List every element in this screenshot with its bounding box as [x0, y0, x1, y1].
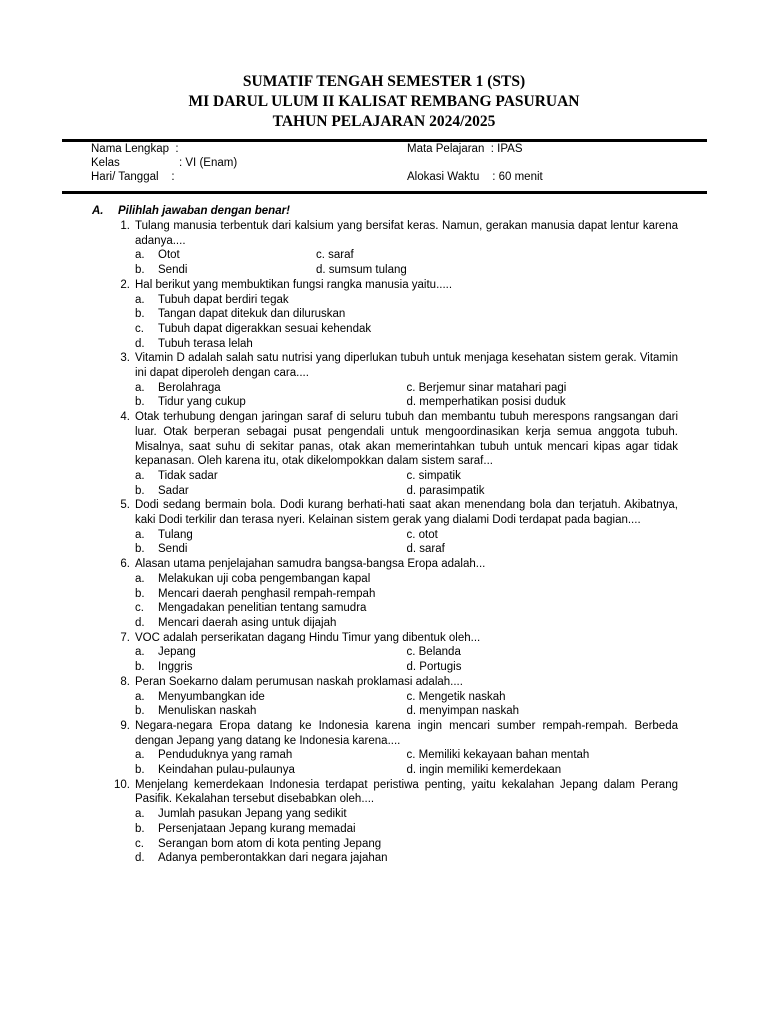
option-text: Tidak sadar — [158, 469, 218, 482]
option-text: d. ingin memiliki kemerdekaan — [406, 764, 562, 777]
option-text: Sendi — [158, 543, 188, 556]
answer-option — [407, 748, 679, 763]
option-text: d. memperhatikan posisi duduk — [406, 396, 566, 409]
question-text: Hal berikut yang membuktikan fungsi rangka manusia yaitu..... — [135, 278, 453, 291]
option-letter: c. — [135, 322, 144, 335]
exam-title: SUMATIF TENGAH SEMESTER 1 (STS) — [242, 73, 526, 90]
option-letter: b. — [135, 822, 145, 835]
section-instruction: Pilihlah jawaban dengan benar! — [118, 205, 290, 217]
option-text: Tubuh dapat berdiri tegak — [158, 293, 289, 306]
question-number: 5. — [120, 499, 130, 512]
option-letter: b. — [135, 484, 145, 497]
option-letter: a. — [135, 690, 145, 703]
answer-option — [135, 587, 678, 602]
answer-options — [135, 572, 678, 631]
answer-option — [407, 395, 679, 410]
option-text: Tangan dapat ditekuk dan diluruskan — [158, 308, 346, 321]
option-text: Keindahan pulau-pulaunya — [158, 764, 295, 777]
option-text: Serangan bom atom di kota penting Jepang — [158, 837, 382, 850]
option-text: Sadar — [158, 484, 189, 497]
answer-option — [135, 528, 407, 543]
question-item — [112, 631, 678, 675]
answer-option — [407, 704, 679, 719]
option-letter: a. — [135, 469, 145, 482]
answer-option — [407, 381, 679, 396]
question-number: 4. — [120, 411, 130, 424]
answer-option — [135, 337, 678, 352]
academic-year: TAHUN PELAJARAN 2024/2025 — [272, 113, 496, 130]
question-list — [112, 219, 678, 866]
answer-options — [135, 807, 678, 866]
answer-options — [135, 248, 678, 277]
answer-options — [135, 528, 678, 557]
header-divider-bottom — [62, 191, 707, 194]
option-letter: a. — [135, 808, 145, 821]
section-letter: A. — [92, 205, 104, 217]
section-heading — [92, 205, 290, 217]
answer-option — [135, 822, 678, 837]
answer-option — [135, 248, 316, 263]
answer-option — [316, 263, 678, 278]
option-letter: a. — [135, 646, 145, 659]
answer-option — [407, 528, 679, 543]
answer-option — [407, 469, 679, 484]
question-text: VOC adalah perserikatan dagang Hindu Timur yang dibentuk oleh... — [135, 631, 481, 644]
option-letter: c. — [135, 602, 144, 615]
name-label: Nama Lengkap : — [91, 143, 179, 155]
option-letter: d. — [135, 616, 145, 629]
class-label: Kelas — [91, 157, 120, 169]
question-number: 6. — [120, 558, 130, 571]
option-letter: a. — [135, 381, 145, 394]
option-letter: b. — [135, 587, 145, 600]
answer-option — [316, 248, 678, 263]
option-text: c. Memiliki kekayaan bahan mentah — [406, 749, 590, 762]
option-text: Otot — [158, 249, 180, 262]
option-letter: a. — [135, 572, 145, 585]
option-text: Tidur yang cukup — [158, 396, 246, 409]
question-text: Menjelang kemerdekaan Indonesia terdapat peristiwa penting, yaitu kekalahan Jepang dalam Perang Pasifik. Kekalahan tersebut disebabkan oleh.... — [135, 778, 678, 806]
option-text: c. simpatik — [406, 469, 461, 482]
answer-option — [135, 704, 407, 719]
day-date-label: Hari/ Tanggal : — [91, 171, 175, 183]
question-text: Vitamin D adalah salah satu nutrisi yang diperlukan tubuh untuk menjaga kesehatan sistem gerak. Vitamin ini dapat diperoleh dengan cara.... — [135, 352, 678, 380]
answer-option — [135, 381, 407, 396]
answer-option — [407, 542, 679, 557]
option-letter: a. — [135, 749, 145, 762]
question-item — [112, 278, 678, 352]
option-text: Persenjataan Jepang kurang memadai — [158, 822, 356, 835]
option-text: Mencari daerah asing untuk dijajah — [158, 616, 337, 629]
class-value: : VI (Enam) — [179, 157, 238, 169]
option-text: c. Mengetik naskah — [406, 690, 506, 703]
question-number: 7. — [120, 631, 130, 644]
option-text: Jumlah pasukan Jepang yang sedikit — [158, 808, 347, 821]
option-letter: b. — [135, 661, 145, 674]
option-letter: d. — [135, 337, 145, 350]
question-text: Dodi sedang bermain bola. Dodi kurang berhati-hati saat akan menendang bola dan terjatuh. Akibatnya, kaki Dodi terkilir dan terasa nyeri. Kelainan sistem gerak yang dialami Dodi terdapat pada bagian.... — [135, 499, 678, 527]
answer-option — [135, 293, 678, 308]
answer-options — [135, 381, 678, 410]
answer-option — [407, 660, 679, 675]
question-number: 8. — [120, 675, 130, 688]
option-text: Jepang — [158, 646, 196, 659]
option-letter: a. — [135, 293, 145, 306]
question-item — [112, 675, 678, 719]
question-number: 2. — [120, 278, 130, 291]
option-text: Mencari daerah penghasil rempah-rempah — [158, 587, 376, 600]
question-text: Alasan utama penjelajahan samudra bangsa-bangsa Eropa adalah... — [135, 558, 486, 571]
option-letter: b. — [135, 396, 145, 409]
answer-option — [135, 763, 407, 778]
option-text: d. Portugis — [406, 661, 462, 674]
question-text: Negara-negara Eropa datang ke Indonesia karena ingin mencari sumber rempah-rempah. Berbeda dengan Jepang yang datang ke Indonesia karena.... — [135, 719, 678, 747]
answer-option — [135, 690, 407, 705]
option-letter: b. — [135, 264, 145, 277]
answer-option — [407, 484, 679, 499]
question-item — [112, 557, 678, 631]
question-item — [112, 410, 678, 498]
answer-option — [135, 748, 407, 763]
header-divider-top — [62, 139, 707, 142]
option-text: c. Belanda — [406, 646, 461, 659]
answer-option — [135, 660, 407, 675]
option-text: d. parasimpatik — [406, 484, 485, 497]
option-text: Tubuh dapat digerakkan sesuai kehendak — [158, 322, 372, 335]
answer-options — [135, 293, 678, 352]
answer-option — [135, 807, 678, 822]
option-text: Inggris — [158, 661, 193, 674]
answer-option — [135, 645, 407, 660]
answer-option — [135, 542, 407, 557]
subject-info: Mata Pelajaran : IPAS — [407, 143, 523, 155]
option-letter: b. — [135, 308, 145, 321]
option-text: Tubuh terasa lelah — [158, 337, 253, 350]
time-allocation: Alokasi Waktu : 60 menit — [407, 171, 543, 183]
answer-option — [135, 469, 407, 484]
option-text: Mengadakan penelitian tentang samudra — [158, 602, 367, 615]
question-number: 3. — [120, 352, 130, 365]
answer-option — [135, 307, 678, 322]
answer-option — [135, 601, 678, 616]
answer-option — [135, 572, 678, 587]
question-text: Tulang manusia terbentuk dari kalsium yang bersifat keras. Namun, gerakan manusia dapat lentur karena adanya.... — [135, 220, 678, 247]
question-item — [112, 719, 678, 778]
question-text: Peran Soekarno dalam perumusan naskah proklamasi adalah.... — [135, 675, 463, 688]
answer-options — [135, 469, 678, 498]
answer-option — [407, 690, 679, 705]
option-letter: b. — [135, 705, 145, 718]
question-item — [112, 219, 678, 278]
option-text: Menuliskan naskah — [158, 705, 257, 718]
question-number: 1. — [120, 220, 130, 232]
answer-options — [135, 645, 678, 674]
option-letter: b. — [135, 543, 145, 556]
answer-option — [135, 322, 678, 337]
option-letter: a. — [135, 528, 145, 541]
option-text: d. sumsum tulang — [316, 264, 407, 277]
option-letter: d. — [135, 852, 145, 865]
option-text: Tulang — [158, 528, 193, 541]
option-letter: a. — [135, 249, 145, 262]
question-item — [112, 351, 678, 410]
option-text: Sendi — [158, 264, 188, 277]
answer-option — [135, 395, 407, 410]
option-text: c. Berjemur sinar matahari pagi — [406, 381, 567, 394]
answer-option — [135, 616, 678, 631]
answer-option — [135, 837, 678, 852]
option-letter: b. — [135, 764, 145, 777]
answer-option — [135, 484, 407, 499]
question-number: 10. — [114, 778, 130, 791]
option-text: Menyumbangkan ide — [158, 690, 265, 703]
option-text: d. saraf — [406, 543, 445, 556]
option-text: Berolahraga — [158, 381, 221, 394]
answer-option — [407, 763, 679, 778]
question-number: 9. — [120, 719, 130, 732]
option-letter: c. — [135, 837, 144, 850]
question-item — [112, 778, 678, 866]
school-name: MI DARUL ULUM II KALISAT REMBANG PASURUAN — [188, 93, 580, 110]
answer-option — [407, 645, 679, 660]
option-text: Melakukan uji coba pengembangan kapal — [158, 572, 371, 585]
option-text: c. otot — [406, 528, 438, 541]
option-text: Adanya pemberontakkan dari negara jajahan — [158, 852, 388, 865]
answer-options — [135, 690, 678, 719]
question-text: Otak terhubung dengan jaringan saraf di seluru tubuh dan membantu tubuh merespons rangsangan dari luar. Otak berperan sebagai pusat pengendali untuk mengoordinasikan kerja semua anggota tubuh. Misalnya, saat suhu di sekitar panas, otak akan memerintahkan tubuh untuk mencari kipas agar tidak kepanasan. Oleh karena itu, otak dikelompokkan dalam sistem saraf... — [135, 411, 678, 468]
question-item — [112, 498, 678, 557]
option-text: d. menyimpan naskah — [406, 705, 520, 718]
option-text: Penduduknya yang ramah — [158, 749, 293, 762]
answer-options — [135, 748, 678, 777]
answer-option — [135, 263, 316, 278]
answer-option — [135, 851, 678, 866]
option-text: c. saraf — [316, 249, 354, 262]
